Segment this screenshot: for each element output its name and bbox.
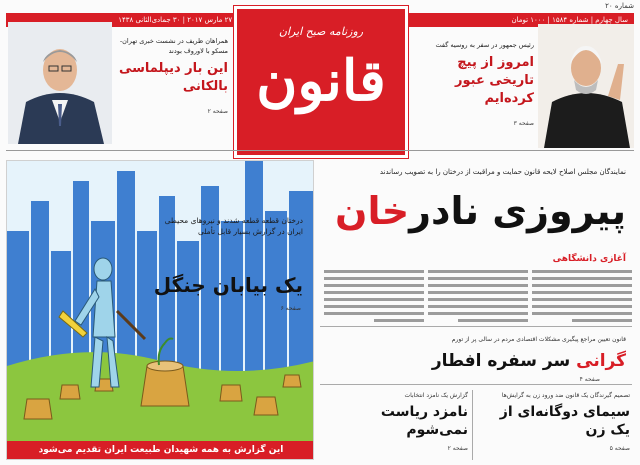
top-right-kicker: رئیس جمهور در سفر به روسیه گفت bbox=[435, 41, 534, 49]
main-body-text bbox=[322, 266, 632, 322]
body-column bbox=[324, 266, 424, 322]
top-left-headline[interactable]: این بار دیپلماسی بالکانی bbox=[118, 61, 228, 94]
middle-kicker: قانون تعیین مراجع پیگیری مشکلات اقتصادی مردم در سالی پر از تورم bbox=[451, 336, 626, 343]
masthead bbox=[234, 6, 408, 158]
issue-info-strip: سال چهارم | شماره ۱۵۸۴ | ۱۰۰۰ تومان bbox=[376, 13, 634, 27]
masthead-title: قانون bbox=[256, 48, 386, 114]
body-column bbox=[428, 266, 528, 322]
illustration-kicker: درختان قطعه قطعه شدند و نیروهای محیطی ایران در گزارش بسیار قابل تأملی bbox=[164, 216, 303, 236]
middle-page-ref: صفحه ۴ bbox=[579, 376, 600, 383]
top-left-story bbox=[116, 36, 228, 115]
column-divider bbox=[472, 390, 473, 460]
bottom-left-headline[interactable]: نامزد ریاست نمی‌شوم bbox=[380, 404, 468, 438]
main-subhead: آغازی دانشگاهی bbox=[552, 254, 626, 264]
illustration-caption-band: این گزارش به همه شهیدان طبیعت ایران تقدیم می‌شود bbox=[7, 441, 314, 459]
top-right-headline[interactable]: امروز از پیچ تاریخی عبور کرده‌ایم bbox=[455, 55, 534, 106]
top-left-kicker: همراهان ظریف در نشست خبری تهران-مسکو با لاوروف بودند bbox=[119, 37, 228, 55]
bottom-right-page-ref: صفحه ۵ bbox=[609, 445, 630, 452]
bottom-right-headline[interactable]: سیمای دوگانه‌ای از یک زن bbox=[499, 404, 630, 438]
bottom-left-story bbox=[326, 392, 468, 452]
masthead-subtitle: روزنامه صبح ایران bbox=[278, 25, 364, 38]
illustration-page-ref: صفحه ۶ bbox=[280, 305, 301, 312]
main-headline-black: پیروزی نادر bbox=[409, 189, 626, 233]
middle-headline[interactable] bbox=[326, 350, 626, 372]
rouhani-photo bbox=[538, 24, 634, 148]
page-number: شماره ۲۰ bbox=[605, 2, 634, 10]
forest-illustration bbox=[6, 160, 314, 460]
main-headline-red: خان bbox=[335, 189, 410, 233]
top-left-page-ref: صفحه ۲ bbox=[207, 108, 228, 115]
middle-headline-red: گرانی bbox=[576, 351, 626, 371]
top-right-page-ref: صفحه ۳ bbox=[513, 120, 534, 127]
illustration-headline[interactable]: یک بیابان جنگل bbox=[153, 273, 303, 297]
bottom-right-story bbox=[478, 392, 630, 452]
top-right-story bbox=[418, 40, 534, 127]
divider bbox=[320, 384, 632, 385]
main-headline[interactable] bbox=[316, 186, 626, 236]
bottom-left-kicker: گزارش یک نامزد انتخابات bbox=[404, 392, 468, 399]
bottom-right-kicker: تصمیم گیرندگان یک قانون ضد ورود زن به گرایش‌ها bbox=[501, 392, 630, 399]
divider bbox=[320, 326, 632, 327]
divider bbox=[6, 150, 634, 151]
main-kicker: نمایندگان مجلس اصلاح لایحه قانون حمایت و مراقبت از درختان را به تصویب رساندند bbox=[379, 168, 626, 176]
middle-headline-black: سر سفره افطار bbox=[431, 351, 571, 371]
zarif-photo bbox=[8, 22, 112, 144]
body-column bbox=[532, 266, 632, 322]
bottom-left-page-ref: صفحه ۲ bbox=[447, 445, 468, 452]
date-strip: ۲۷ مارس ۲۰۱۷ | ۳۰ جمادی‌الثانی ۱۴۳۸ bbox=[6, 13, 322, 27]
